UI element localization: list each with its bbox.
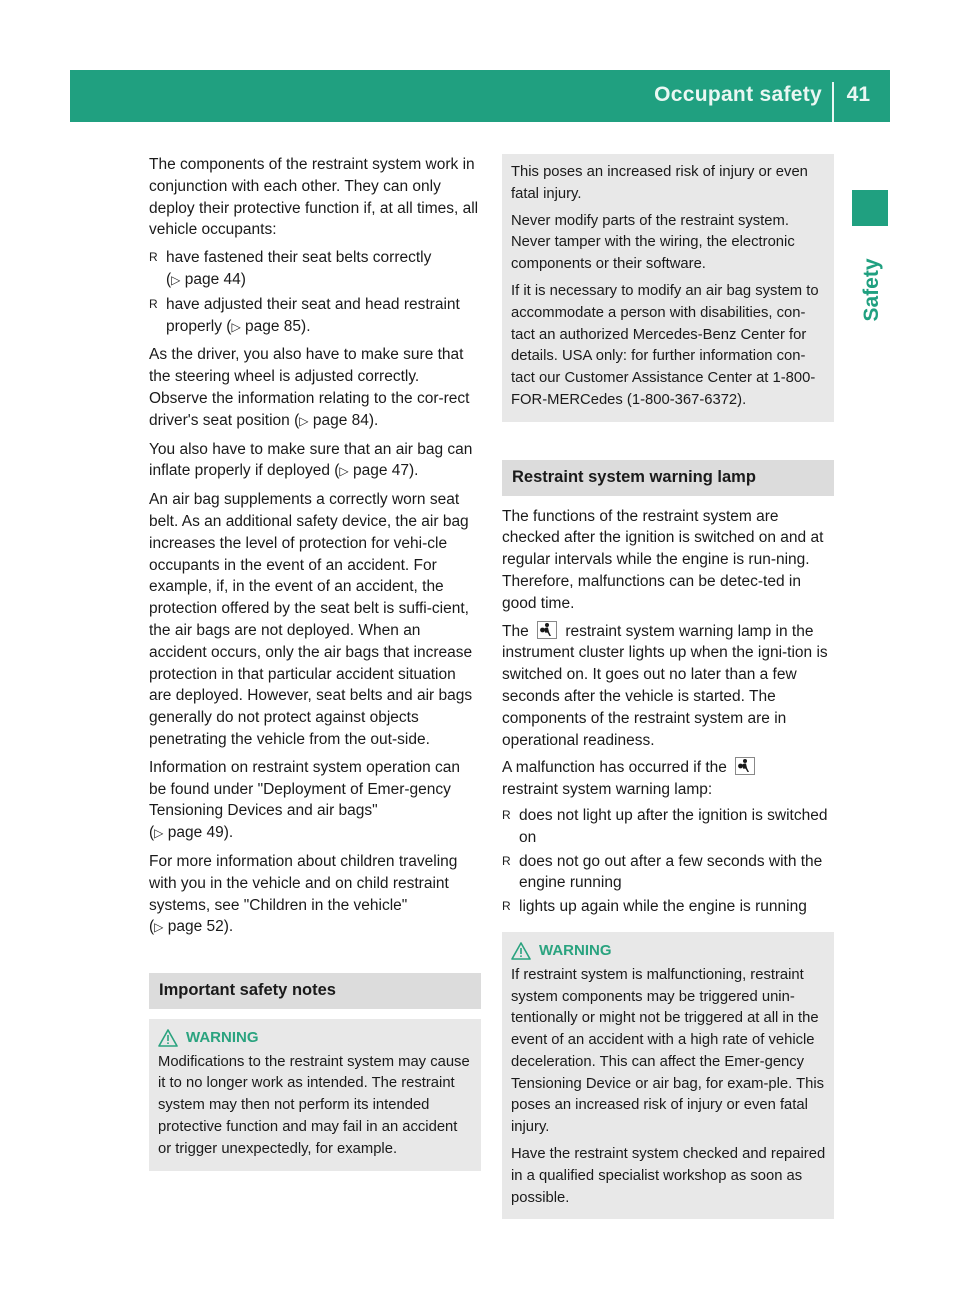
page-ref-icon: ▷: [299, 413, 309, 428]
warning-header: [158, 1027, 473, 1049]
warning-text: Have the restraint system checked and repaired in a qualified specialist workshop as soon as possible.: [511, 1146, 826, 1206]
page-reference[interactable]: page 49).: [167, 824, 234, 842]
page-ref-icon: ▷: [339, 464, 349, 479]
bullet-marker: R: [149, 296, 158, 311]
warning-text: Never modify parts of the restraint system. Never tamper with the wiring, the electronic components or their software.: [511, 212, 795, 273]
paragraph: Information on restraint system operation can be found under "Deployment of Emer-gency Tensioning Devices and air bags" (▷ page 49).: [149, 758, 461, 842]
bullet-marker: R: [502, 853, 511, 868]
bullet-list: [149, 247, 481, 338]
list-item: R have adjusted their seat and head restraint properly (▷ page 85).: [149, 295, 460, 335]
warning-triangle-icon: [158, 1029, 178, 1047]
warning-header: [511, 940, 826, 962]
warning-text: If it is necessary to modify an air bag system to accommodate a person with disabilities, con-tact an authorized Mercedes-Benz Center for details. USA only: for further information con-tact our Customer Assistance Center at 1-800-FOR-MERCedes (1-800-367-6372).: [511, 282, 819, 408]
list-item: R does not light up after the ignition is switched on: [502, 806, 828, 846]
warning-box: [149, 1019, 481, 1171]
warning-triangle-icon: [511, 942, 531, 960]
side-section-label: Safety: [860, 258, 883, 322]
page-reference[interactable]: page 44): [184, 270, 246, 288]
warning-box-continued: [502, 154, 834, 422]
page-ref-icon: ▷: [154, 920, 164, 935]
section-heading: Important safety notes: [149, 973, 481, 1009]
paragraph: For more information about children traveling with you in the vehicle and on child restraint systems, see "Children in the vehicle" (▷ page 52).: [149, 852, 458, 936]
paragraph: The components of the restraint system work in conjunction with each other. They can only deploy their protective function if, at all times, all vehicle occupants:: [149, 156, 479, 239]
page-header: [70, 70, 890, 122]
paragraph: Observe the information relating to the cor-rect driver's seat position (▷ page 84).: [149, 389, 470, 429]
list-item: R lights up again while the engine is running: [502, 896, 834, 918]
page-number: 41: [846, 83, 870, 106]
page-ref-icon: ▷: [171, 272, 181, 287]
paragraph: An air bag supplements a correctly worn seat belt. As an additional safety device, the air bag increases the level of protection for vehi-cle occupants in the event of an accident. For example, if, in the event of an accident, the protection offered by the seat belt is suffi-cient, the air bags are not deployed. When an accident occurs, only the air bags that increase protection in that particular accident situation are deployed. However, seat belts and air bags generally do not protect against objects penetrating the vehicle from the out-side.: [149, 491, 473, 748]
warning-label: WARNING: [186, 1028, 259, 1046]
paragraph: The functions of the restraint system are checked after the ignition is switched on and at regular intervals while the engine is run-ning. Therefore, malfunctions can be detec-ted in good time.: [502, 507, 824, 612]
bullet-marker: R: [502, 807, 511, 822]
bullet-marker: R: [149, 250, 158, 265]
warning-text: This poses an increased risk of injury or even fatal injury.: [511, 164, 808, 202]
paragraph: As the driver, you also have to make sure that the steering wheel is adjusted correctly.: [149, 346, 464, 386]
page-ref-icon: ▷: [154, 826, 164, 841]
airbag-warning-lamp-icon: [537, 621, 557, 639]
bullet-marker: R: [502, 899, 511, 914]
warning-label: WARNING: [539, 941, 612, 959]
list-item: R have fastened their seat belts correctly (▷ page 44): [149, 249, 432, 288]
warning-text: Modifications to the restraint system may cause it to no longer work as intended. The restraint system may then not perform its intended protective function and may fail in an accident or trigger unexpectedly, for example.: [158, 1053, 470, 1157]
page-reference[interactable]: page 84).: [312, 411, 379, 429]
page-reference[interactable]: page 47).: [352, 462, 419, 480]
paragraph: You also have to make sure that an air bag can inflate properly if deployed (▷ page 47).: [149, 440, 473, 480]
list-item: R does not go out after a few seconds with the engine running: [502, 852, 823, 892]
warning-box: [502, 932, 834, 1220]
paragraph: The restraint system warning lamp in the instrument cluster lights up when the igni-tion is switched on. It goes out no later than a few seconds after the vehicle is started. The components of the restraint system are in operational readiness.: [502, 622, 828, 749]
warning-text: If restraint system is malfunctioning, restraint system components may be triggered unin-tentionally or might not be triggered at all in the event of an accident with a high rate of vehicle deceleration. This can affect the Emer-gency Tensioning Device or air bag, for exam-ple. This poses an increased risk of injury or even fatal injury.: [511, 966, 825, 1136]
page-reference[interactable]: page 52).: [167, 918, 234, 936]
bullet-list: [502, 805, 834, 918]
left-column: [149, 154, 481, 1171]
side-tab-marker: [852, 190, 888, 226]
chapter-title: Occupant safety: [654, 83, 822, 106]
page-ref-icon: ▷: [231, 319, 241, 334]
airbag-warning-lamp-icon: [735, 757, 755, 775]
right-column: [502, 154, 834, 1219]
section-heading: Restraint system warning lamp: [502, 460, 834, 496]
header-divider: [832, 82, 834, 122]
paragraph: A malfunction has occurred if the restraint system warning lamp:: [502, 757, 834, 801]
page-reference[interactable]: page 85).: [245, 317, 311, 335]
